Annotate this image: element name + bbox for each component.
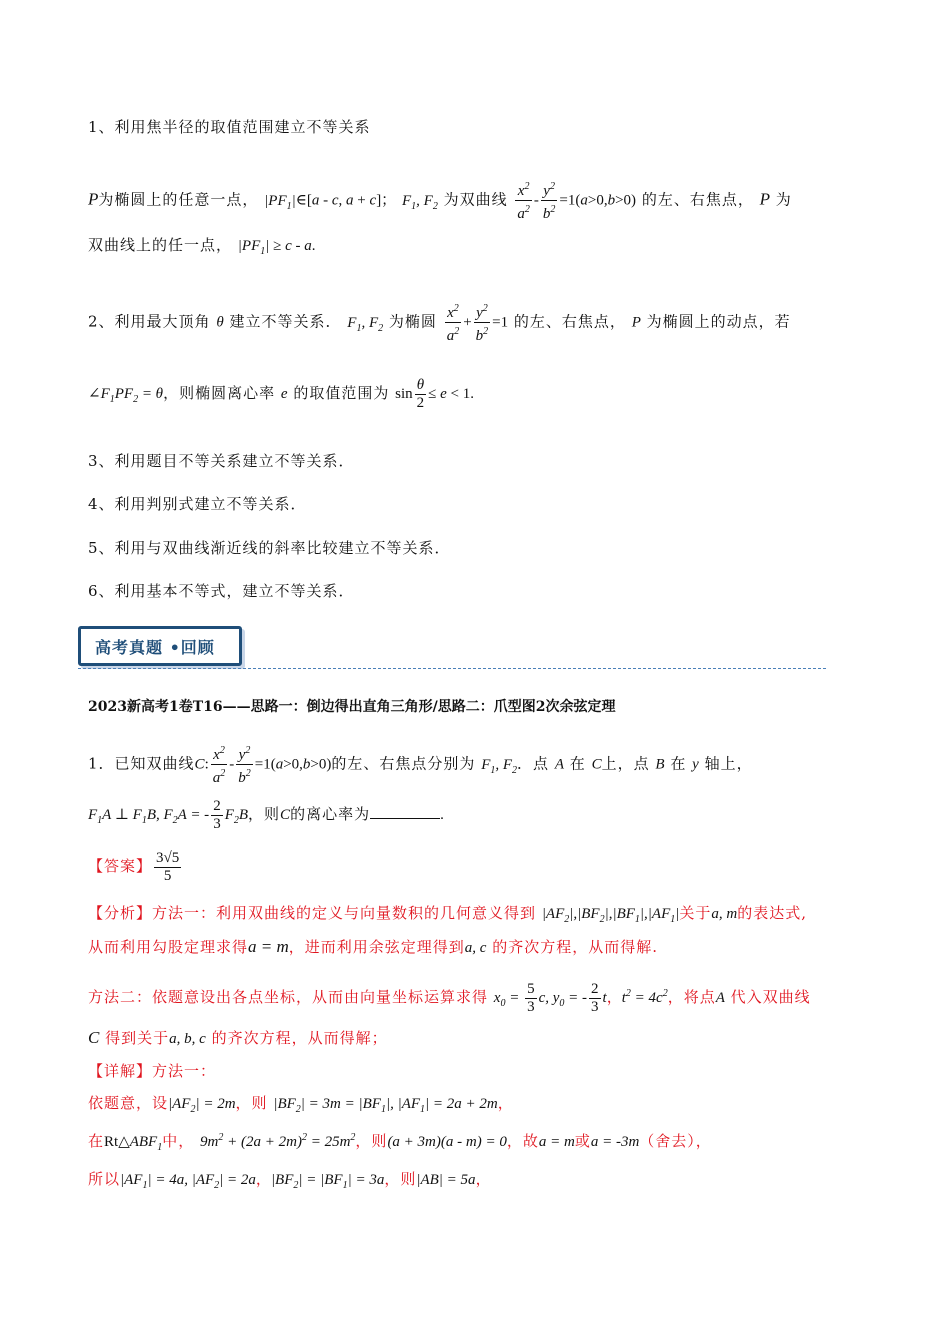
problem-heading: 2023新高考1卷T16——思路一：倒边得出直角三角形/思路二：爪型图2次余弦定理 [88, 699, 616, 715]
section-badge [78, 626, 242, 666]
detail-line-4: 所以$|AF_1| = 4a$, $|AF_2| = 2a$，$|BF_2| = |BF_1| = 3a$，则|AB| = 5a， [88, 1170, 491, 1191]
answer-blank [370, 804, 440, 819]
item-3: 3、利用题目不等关系建立不等关系． [88, 452, 355, 470]
detail-label-line: 【详解】方法一： [88, 1062, 217, 1080]
method2-line-2: C 得到关于a, b, c 的齐次方程，从而得解； [88, 1028, 388, 1047]
item-2: 2、利用最大顶角 θ 建立不等关系． $F_1$, $F_2$ 为椭圆 $\frac{x^2}{a^2}$ + $\frac{y^2}{b^2}$ =1 的左、右焦点， P 为椭圆上的动点，若 [88, 303, 791, 344]
detail-line-2: 依题意，设$|AF_2| = 2m$，则 $|BF_2| = 3m = |BF_1|$, $|AF_1| = 2a + 2m$， [88, 1094, 513, 1115]
item-5: 5、利用与双曲线渐近线的斜率比较建立不等关系． [88, 539, 451, 557]
question-line-1: 1．已知双曲线C: $\frac{x^2}{a^2}$ - $\frac{y^2}{b^2}$ =1(a>0,b>0)的左、右焦点分别为 $F_1$, $F_2$．点 A 在 C上，点 B 在 y 轴上， [88, 745, 753, 786]
item-1-desc: P为椭圆上的任意一点， $|PF_1|\in[a$ - c, a + c]； $F_1$, $F_2$ 为双曲线 $\frac{x^2}{a^2}$ - $\frac{y^2}{b^2}$ =1(a>0,b>0) 的左、右焦点， P 为 [88, 181, 792, 222]
answer: 【答案】 $\frac{3√5}{5}$ [88, 849, 180, 884]
analysis-line-1: 【分析】方法一：利用双曲线的定义与向量数积的几何意义得到 $|AF_2|,|BF_2|,|BF_1|,|AF_1|$关于a, m的表达式, [88, 904, 808, 925]
method2-line-1: 方法二：依题意设出各点坐标，从而由向量坐标运算求得 $x_0$ = $\frac{5}{3}$ c, $y_0$ = - $\frac{2}{3}$ t，$t^2 = 4c^2$，将点A 代入双曲线 [88, 980, 811, 1015]
item-1-desc-2: 双曲线上的任一点， $|PF_1| \ge c - a$. [88, 236, 316, 257]
section-badge-label: 高考真题 •回顾 [95, 638, 215, 657]
section-divider [78, 668, 826, 669]
question-line-2: $F_1A$ ⊥ $F_1B$, $F_2A$ = - $\frac{2}{3}$ $F_2B$，则C的离心率为 . [88, 797, 444, 832]
item-4: 4、利用判别式建立不等关系． [88, 495, 307, 513]
item-2-cont: $\angle F_1PF_2 = \theta$，则椭圆离心率 e 的取值范围为 sin $\frac{\theta}{2}$ ≤ e < 1. [88, 376, 474, 411]
detail-line-3: 在$Rt\triangle ABF_1$中， $9m^2 + (2a + 2m)^2 = 25m^2$，则(a + 3m)(a - m) = 0，故a = m或a = -3m（舍去）， [88, 1132, 712, 1153]
item-1: 1、利用焦半径的取值范围建立不等关系 [88, 118, 371, 136]
analysis-line-2: 从而利用勾股定理求得a = m，进而利用余弦定理得到a, c 的齐次方程，从而得解. [88, 937, 659, 956]
item-6: 6、利用基本不等式，建立不等关系． [88, 582, 355, 600]
answer-label: 【答案】 [88, 857, 153, 875]
